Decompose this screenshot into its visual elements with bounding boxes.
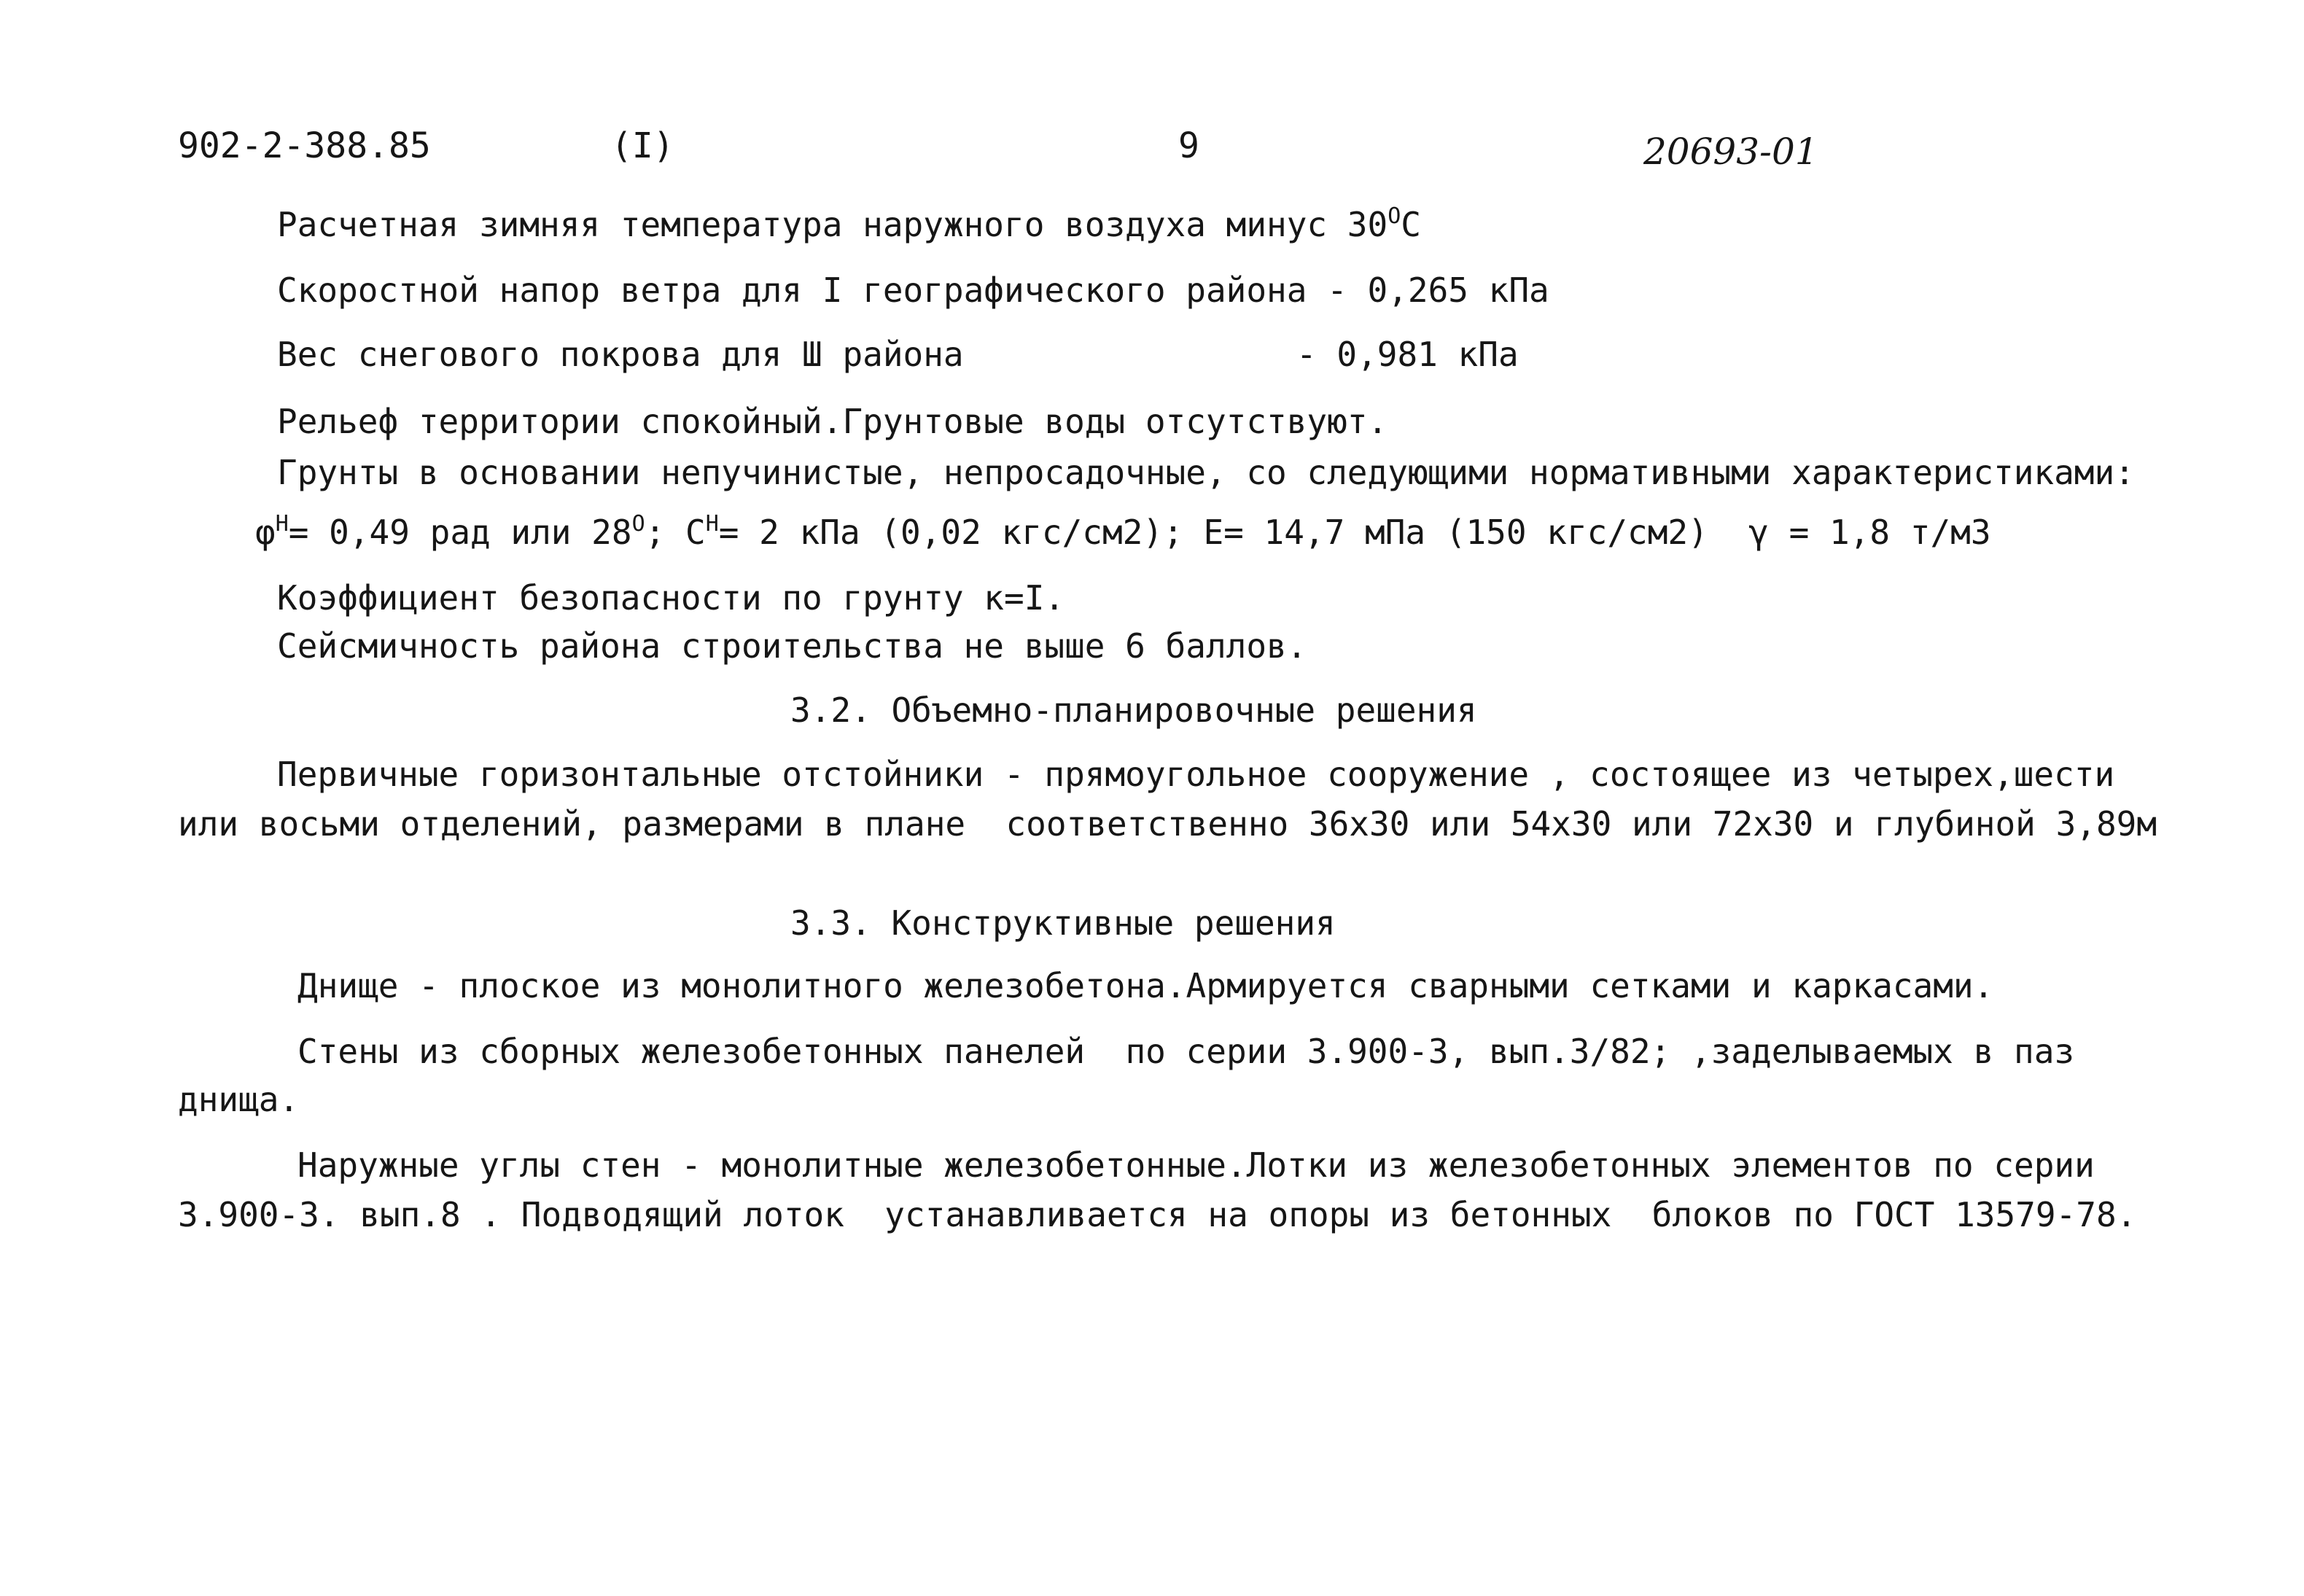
soils-line: Грунты в основании непучинистые, непросадочные, со следующими нормативными характеристиками: [277,453,2135,492]
phi-degree-mark: O [631,511,645,537]
seismicity-line: Сейсмичность района строительства не выше 6 баллов. [277,626,1307,666]
section-3-3-title: 3.3. Конструктивные решения [790,903,1336,943]
archive-number: 20693-01 [1643,131,1818,173]
bottom-slab-line: Днище - плоское из монолитного железобетона.Армируется сварными сетками и каркасами. [297,966,1994,1005]
snow-load-label: Вес снегового покрова для Ш района [277,335,964,374]
document-code: 902-2-388.85 [178,125,431,166]
section-3-2-title: 3.2. Объемно-планировочные решения [790,690,1477,730]
winter-temperature-text: Расчетная зимняя температура наружного воздуха минус 30 [277,205,1388,244]
section-3-2-line-1: Первичные горизонтальные отстойники - прямоугольное сооружение , состоящее из четырех,шести [277,755,2115,794]
walls-line-2: днища. [178,1080,300,1119]
cohesion-superscript: H [705,511,719,537]
soil-parameters-line [255,510,1991,554]
walls-line-1: Стены из сборных железобетонных панелей по серии 3.900-3, вып.3/82; ,заделываемых в паз [297,1032,2075,1071]
snow-load-value: - 0,981 кПа [1296,335,1519,374]
temperature-unit: C [1401,205,1421,244]
phi-value: = 0,49 рад или 28 [288,513,632,552]
relief-line: Рельеф территории спокойный.Грунтовые воды отсутствуют. [277,402,1388,441]
soil-parameters-rest: = 2 кПа (0,02 кгс/см2); Е= 14,7 мПа (150 кгс/см2) γ = 1,8 т/м3 [718,513,1991,552]
phi-symbol: φ [255,513,276,552]
corners-line-1: Наружные углы стен - монолитные железобетонные.Лотки из железобетонных элементов по серии [297,1145,2095,1185]
winter-temperature-line [277,203,1421,246]
safety-factor-line: Коэффициент безопасности по грунту к=I. [277,578,1065,618]
cohesion-label: ; С [645,513,706,552]
page-number: 9 [1178,125,1199,166]
section-3-2-line-2: или восьми отделений, размерами в плане соответственно 36х30 или 54х30 или 72х30 и глубиной 3,89м [178,804,2157,844]
document-part: (I) [611,125,674,166]
corners-line-2: 3.900-3. вып.8 . Подводящий лоток устанавливается на опоры из бетонных блоков по ГОСТ 13579-78. [178,1195,2137,1234]
degree-mark: O [1388,203,1401,229]
wind-pressure-line: Скоростной напор ветра для I географического района - 0,265 кПа [277,270,1549,310]
phi-superscript: H [275,511,289,537]
